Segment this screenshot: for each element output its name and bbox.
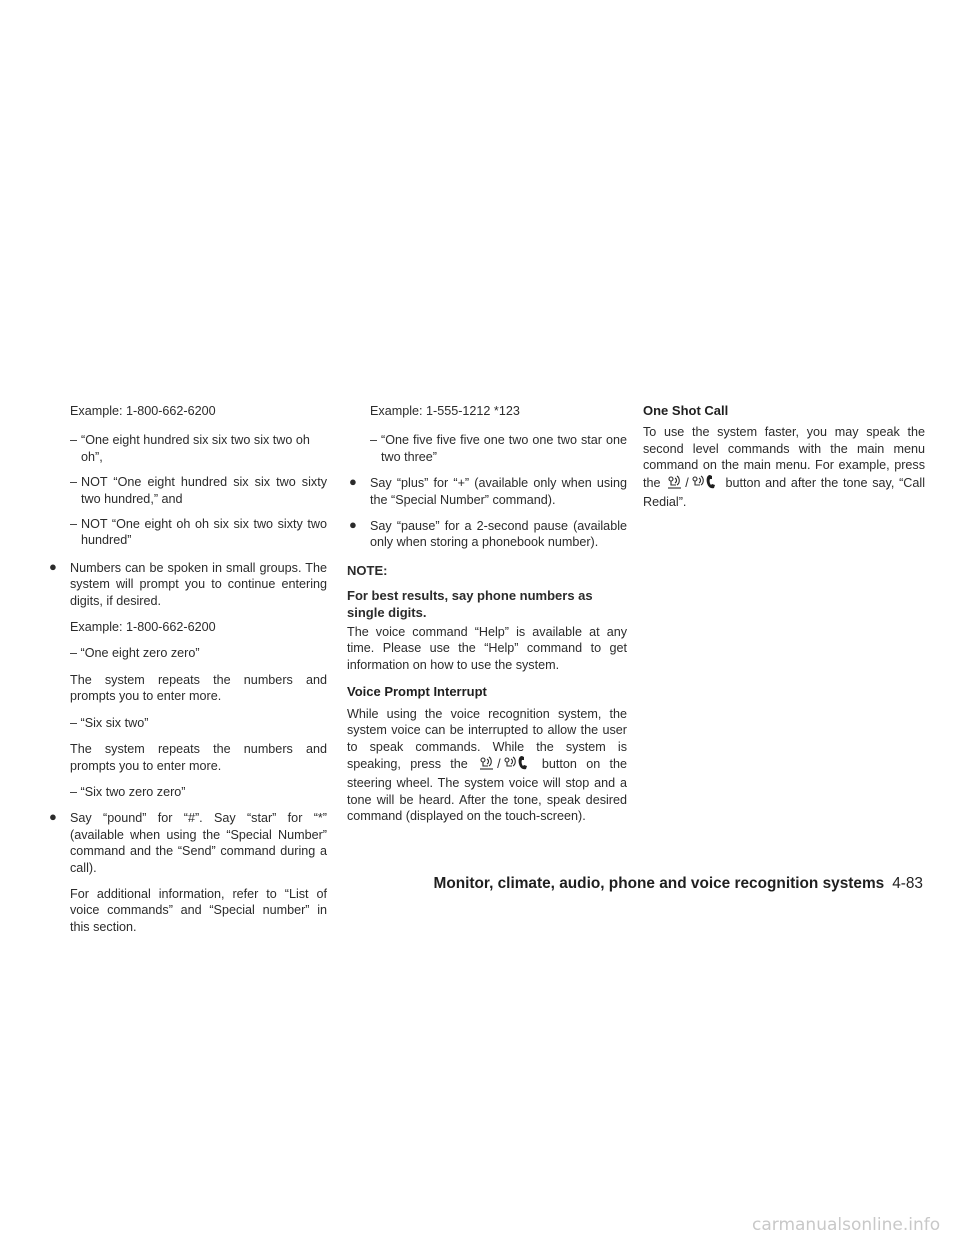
dash-item: – “One five five five one two one two star one two three”	[370, 433, 627, 464]
talk-button-icon	[479, 756, 495, 775]
section-heading: Voice Prompt Interrupt	[347, 684, 487, 700]
dash-item: – “One eight zero zero”	[70, 646, 200, 661]
bullet-icon: ●	[349, 517, 357, 533]
body-text: The system repeats the numbers and prompts you to enter more.	[70, 742, 327, 773]
column-left	[47, 403, 327, 945]
dash-item: – “Six six two”	[70, 715, 149, 730]
body-text: The voice command “Help” is available at any time. Please use the “Help” command to get information on how to use the system.	[347, 625, 627, 672]
dash-item: – “One eight hundred six six two six two oh oh”,	[70, 433, 310, 464]
body-text: While using the voice recognition system, the system voice can be interrupted to allow the user to speak commands. While the system is speaking, press the / button on the steering wheel. The system voice will stop and a tone will be heard. After the tone, speak desired command (displayed on the touch-screen).	[347, 706, 628, 824]
dash-item: – NOT “One eight hundred six six two sixty two hundred,” and	[70, 475, 327, 506]
footer-section-title: Monitor, climate, audio, phone and voice recognition systems	[433, 875, 885, 892]
body-text: The system repeats the numbers and prompts you to enter more.	[70, 672, 327, 704]
section-heading: One Shot Call	[643, 403, 729, 418]
bullet-item: ● Numbers can be spoken in small groups. The system will prompt you to continue entering digits, if desired.	[49, 558, 327, 608]
dash-item: – NOT “One eight oh oh six six two sixty two hundred”	[70, 517, 327, 548]
column-middle	[347, 403, 627, 825]
example-text: Example: 1-800-662-6200	[70, 404, 216, 418]
body-text: For additional information, refer to “List of voice commands” and “Special number” in this section.	[70, 886, 327, 934]
page-number: 4-83	[892, 875, 923, 892]
column-right	[643, 403, 925, 510]
watermark: carmanualsonline.info	[752, 1215, 941, 1235]
phone-talk-button-icon	[691, 474, 719, 494]
dash-item: – “Six two zero zero”	[70, 784, 186, 799]
body-text: To use the system faster, you may speak the second level commands with the main menu command on the main menu. For example, press the / button and after the tone say, “Call Redial”.	[643, 425, 926, 510]
page-footer	[434, 876, 924, 892]
bullet-item: ● Say “pound” for “#”. Say “star” for “*” (available when using the “Special Number” command and the “Send” command during a call).	[49, 809, 327, 875]
bullet-icon: ●	[349, 474, 357, 490]
phone-talk-button-icon	[503, 755, 531, 775]
bullet-item: ● Say “pause” for a 2-second pause (available only when storing a phonebook number).	[349, 517, 627, 550]
note-text: For best results, say phone numbers as single digits.	[347, 588, 593, 620]
example-text: Example: 1-800-662-6200	[70, 620, 216, 635]
note-label: NOTE:	[347, 562, 388, 578]
example-text: Example: 1-555-1212 *123	[370, 404, 520, 418]
bullet-icon: ●	[49, 558, 57, 574]
talk-button-icon	[667, 475, 683, 494]
bullet-icon: ●	[49, 809, 57, 825]
bullet-item: ● Say “plus” for “+” (available only when using the “Special Number” command).	[349, 474, 627, 507]
